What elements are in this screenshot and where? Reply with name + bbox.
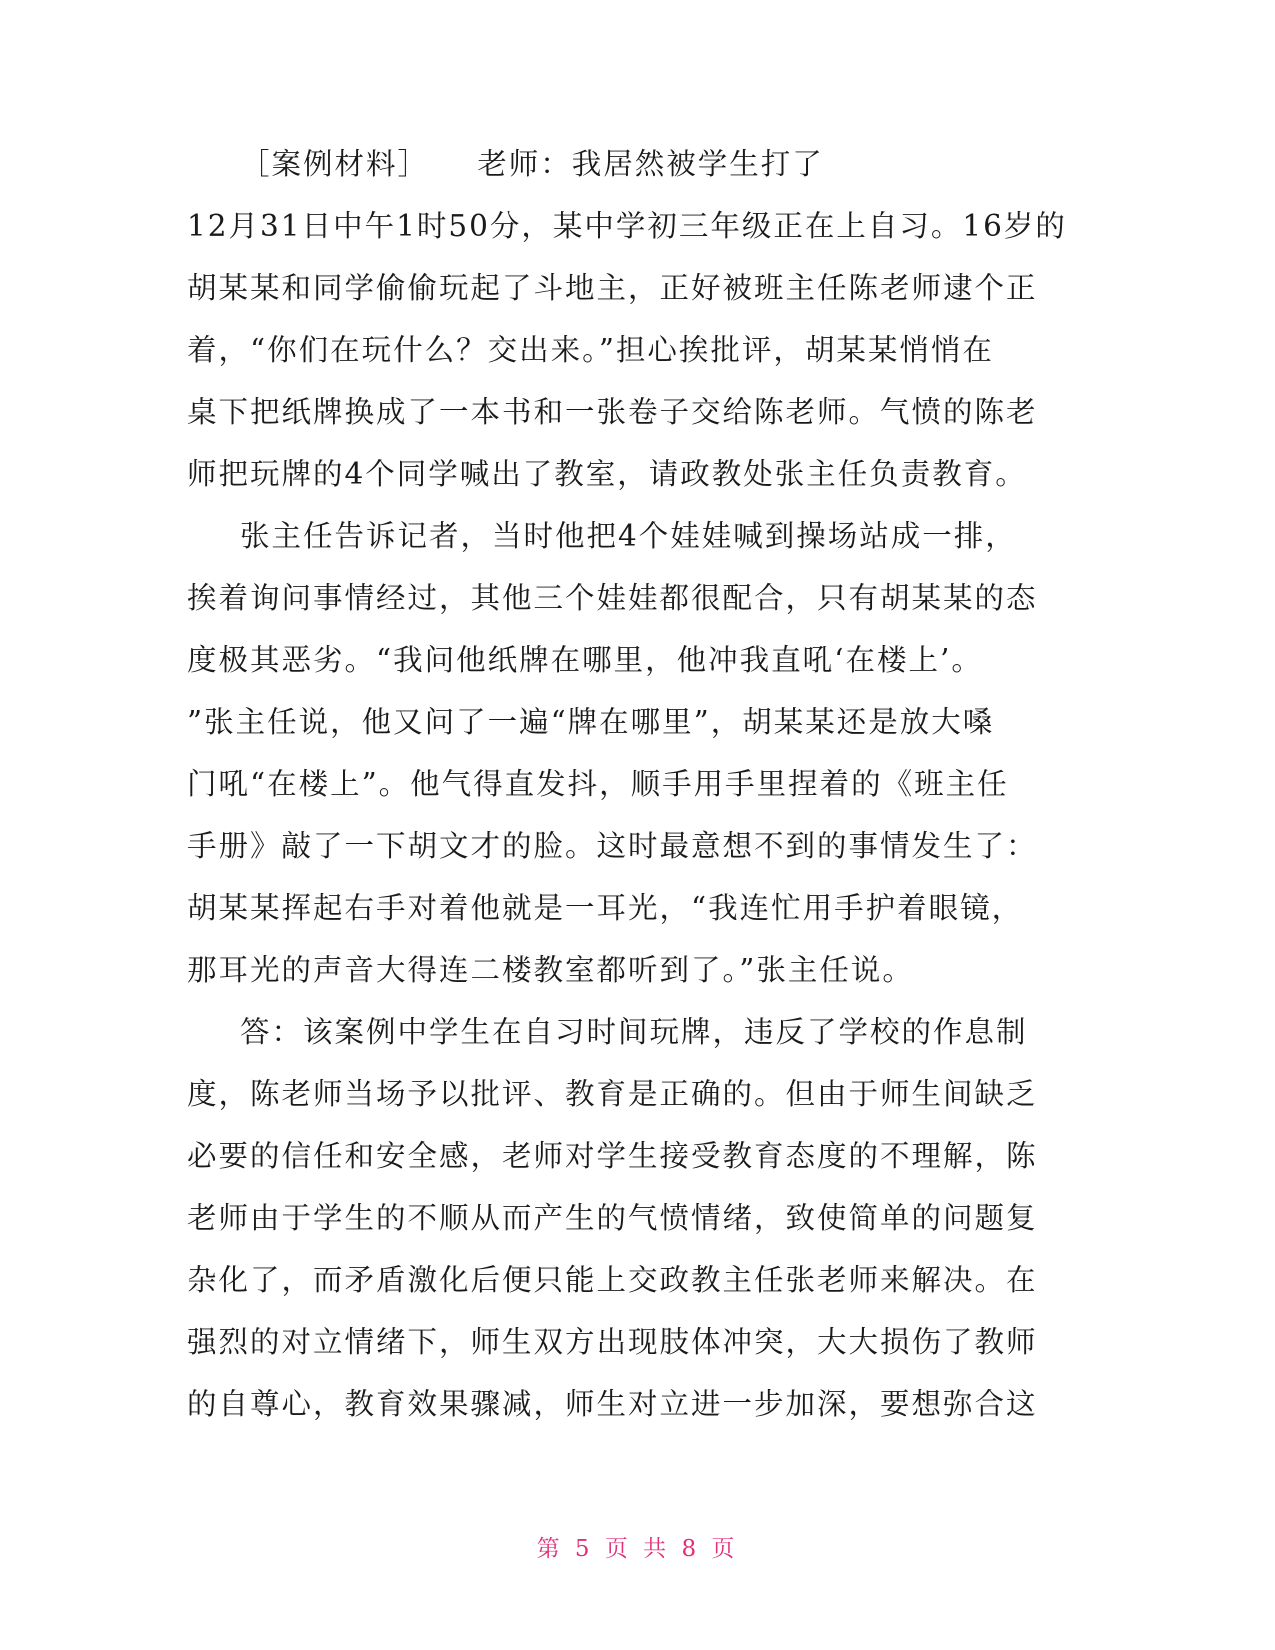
text-line: 老师由于学生的不顺从而产生的气愤情绪，致使简单的问题复 bbox=[187, 1201, 1038, 1235]
text-line: 度极其恶劣。“我问他纸牌在哪里，他冲我直吼‘在楼上’。 bbox=[187, 643, 983, 677]
text-line: 师把玩牌的4个同学喊出了教室，请政教处张主任负责教育。 bbox=[187, 457, 1027, 491]
paragraph-start-line: 张主任告诉记者，当时他把4个娃娃喊到操场站成一排， bbox=[240, 519, 1017, 553]
text-line: 杂化了，而矛盾激化后便只能上交政教主任张老师来解决。在 bbox=[187, 1263, 1038, 1297]
text-line: 必要的信任和安全感，老师对学生接受教育态度的不理解，陈 bbox=[187, 1139, 1038, 1173]
text-line: ”张主任说，他又问了一遍“牌在哪里”，胡某某还是放大嗓 bbox=[187, 705, 995, 739]
text-line: 挨着询问事情经过，其他三个娃娃都很配合，只有胡某某的态 bbox=[187, 581, 1038, 615]
text-line: 胡某某挥起右手对着他就是一耳光，“我连忙用手护着眼镜， bbox=[187, 891, 1024, 925]
page-number-footer: 第 5 页 共 8 页 bbox=[536, 1536, 739, 1562]
text-line: 强烈的对立情绪下，师生双方出现肢体冲突，大大损伤了教师 bbox=[187, 1325, 1038, 1359]
case-heading: ［案例材料］ 老师：我居然被学生打了 bbox=[240, 147, 824, 181]
text-line: 度，陈老师当场予以批评、教育是正确的。但由于师生间缺乏 bbox=[187, 1077, 1038, 1111]
text-line: 胡某某和同学偷偷玩起了斗地主，正好被班主任陈老师逮个正 bbox=[187, 271, 1038, 305]
text-line: 的自尊心，教育效果骤减，师生对立进一步加深，要想弥合这 bbox=[187, 1387, 1038, 1421]
answer-start-line: 答：该案例中学生在自习时间玩牌，违反了学校的作息制 bbox=[240, 1015, 1028, 1049]
text-line: 12月31日中午1时50分，某中学初三年级正在上自习。16岁的 bbox=[187, 209, 1067, 243]
text-line: 桌下把纸牌换成了一本书和一张卷子交给陈老师。气愤的陈老 bbox=[187, 395, 1038, 429]
text-line: 手册》敲了一下胡文才的脸。这时最意想不到的事情发生了： bbox=[187, 829, 1038, 863]
text-line: 着，“你们在玩什么？交出来。”担心挨批评，胡某某悄悄在 bbox=[187, 333, 994, 367]
text-line: 那耳光的声音大得连二楼教室都听到了。”张主任说。 bbox=[187, 953, 914, 987]
text-line: 门吼“在楼上”。他气得直发抖，顺手用手里捏着的《班主任 bbox=[187, 767, 1009, 801]
